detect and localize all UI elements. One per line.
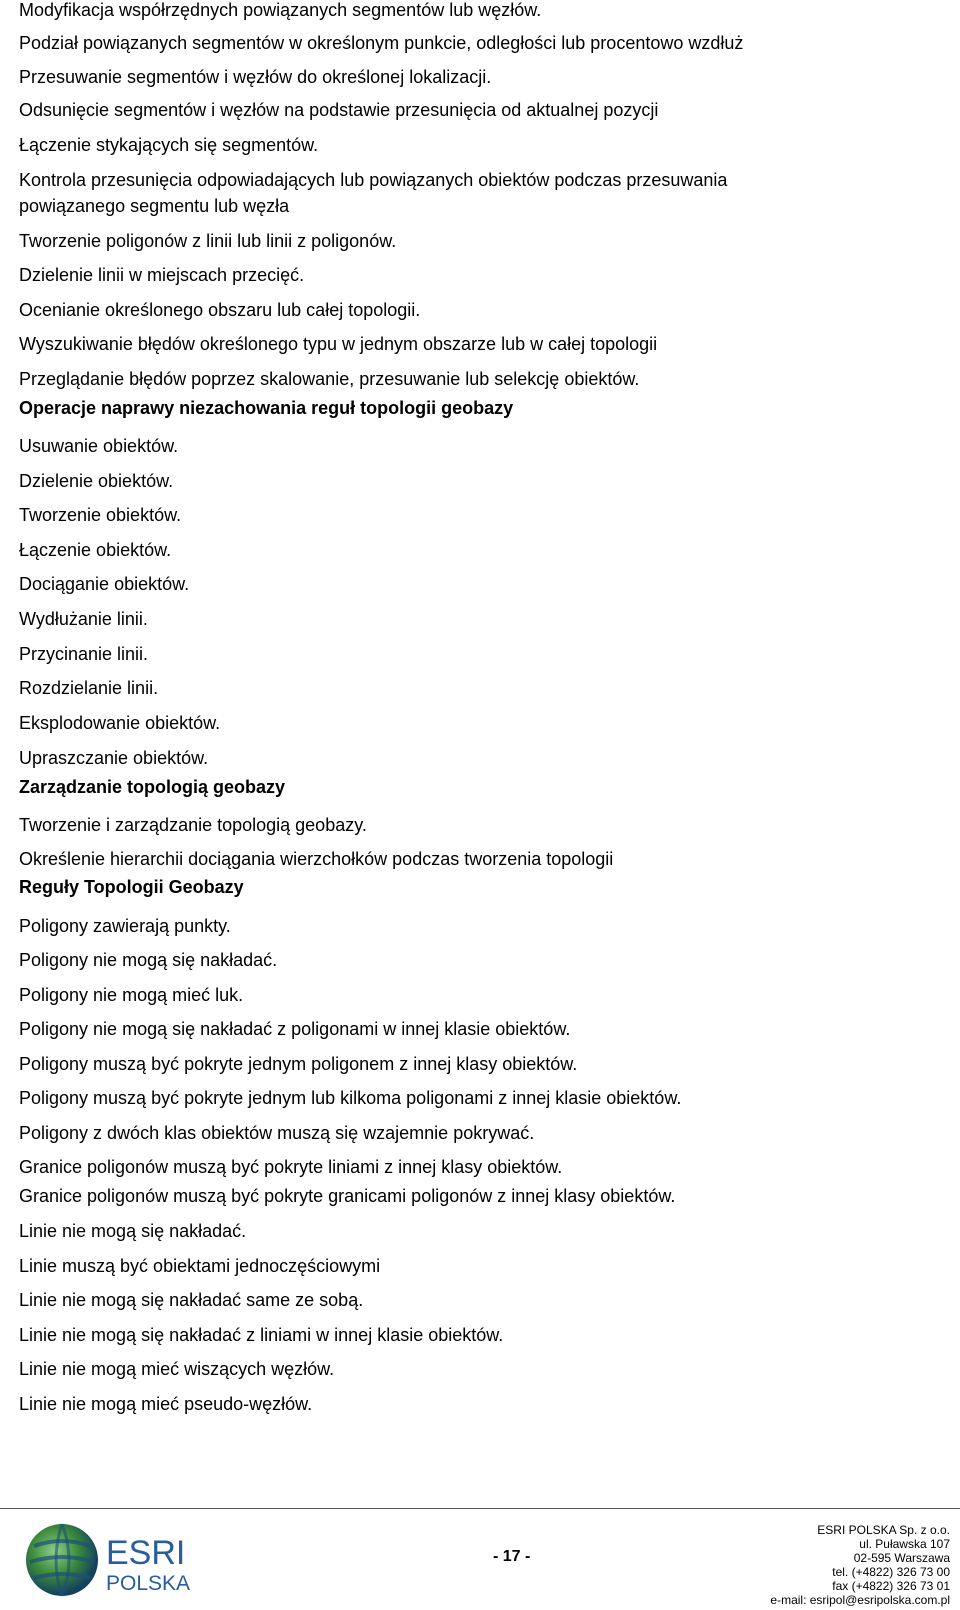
text-line: Linie nie mogą się nakładać same ze sobą. [19, 1290, 364, 1310]
address-line: 02-595 Warszawa [853, 1551, 950, 1565]
section-heading: Zarządzanie topologią geobazy [19, 777, 286, 797]
text-line: Poligony nie mogą się nakładać. [19, 950, 278, 970]
text-line: Dociąganie obiektów. [19, 574, 190, 594]
text-line: Linie nie mogą mieć pseudo-węzłów. [19, 1394, 313, 1414]
text-line: Ocenianie określonego obszaru lub całej topologii. [19, 300, 421, 320]
text-line: Dzielenie obiektów. [19, 471, 174, 491]
text-line: Kontrola przesunięcia odpowiadających lub powiązanych obiektów podczas przesuwania [19, 170, 728, 190]
text-line: Dzielenie linii w miejscach przecięć. [19, 265, 305, 285]
text-line: Wydłużanie linii. [19, 609, 148, 629]
text-line: Rozdzielanie linii. [19, 678, 159, 698]
company-address [770, 1523, 950, 1607]
text-line: Linie nie mogą mieć wiszących węzłów. [19, 1359, 335, 1379]
text-line: Łączenie obiektów. [19, 540, 172, 560]
esri-polska-logo [22, 1516, 222, 1608]
address-line: fax (+4822) 326 73 01 [832, 1579, 950, 1593]
text-line: Określenie hierarchii dociągania wierzchołków podczas tworzenia topologii [19, 849, 614, 869]
text-line: Odsunięcie segmentów i węzłów na podstawie przesunięcia od aktualnej pozycji [19, 100, 659, 120]
text-line: Tworzenie i zarządzanie topologią geobazy. [19, 815, 367, 835]
logo-subtext: POLSKA [106, 1572, 191, 1595]
text-line: Poligony z dwóch klas obiektów muszą się wzajemnie pokrywać. [19, 1123, 535, 1143]
text-line: Poligony zawierają punkty. [19, 916, 231, 936]
address-line: e-mail: esripol@esripolska.com.pl [770, 1593, 950, 1607]
text-line: Granice poligonów muszą być pokryte liniami z innej klasy obiektów. [19, 1157, 563, 1177]
text-line: Przeglądanie błędów poprzez skalowanie, przesuwanie lub selekcję obiektów. [19, 369, 640, 389]
text-line: Przycinanie linii. [19, 644, 149, 664]
text-line: Linie nie mogą się nakładać z liniami w innej klasie obiektów. [19, 1325, 504, 1345]
text-line: Upraszczanie obiektów. [19, 748, 209, 768]
address-line: ESRI POLSKA Sp. z o.o. [817, 1523, 950, 1537]
text-line: Poligony muszą być pokryte jednym lub kilkoma poligonami z innej klasie obiektów. [19, 1088, 682, 1108]
address-line: ul. Puławska 107 [859, 1537, 950, 1551]
text-line: Wyszukiwanie błędów określonego typu w jednym obszarze lub w całej topologii [19, 334, 658, 354]
text-line: Linie nie mogą się nakładać. [19, 1221, 247, 1241]
text-line: Eksplodowanie obiektów. [19, 713, 221, 733]
page-number: - 17 - [493, 1548, 531, 1565]
text-line: Przesuwanie segmentów i węzłów do określonej lokalizacji. [19, 67, 492, 87]
footer-divider [0, 1508, 960, 1509]
text-line: Tworzenie poligonów z linii lub linii z poligonów. [19, 231, 397, 251]
logo-text: ESRI [106, 1534, 186, 1572]
text-line: Podział powiązanych segmentów w określonym punkcie, odległości lub procentowo wzdłuż [19, 33, 744, 53]
text-line: Usuwanie obiektów. [19, 436, 179, 456]
text-line: Poligony nie mogą się nakładać z poligonami w innej klasie obiektów. [19, 1019, 571, 1039]
text-line: Linie muszą być obiektami jednoczęściowymi [19, 1256, 381, 1276]
text-line: Granice poligonów muszą być pokryte granicami poligonów z innej klasy obiektów. [19, 1186, 676, 1206]
address-line: tel. (+4822) 326 73 00 [832, 1565, 950, 1579]
text-line: powiązanego segmentu lub węzła [19, 196, 290, 216]
text-line: Poligony muszą być pokryte jednym poligonem z innej klasy obiektów. [19, 1054, 578, 1074]
section-heading: Reguły Topologii Geobazy [19, 877, 244, 897]
text-line: Poligony nie mogą mieć luk. [19, 985, 244, 1005]
text-line: Łączenie stykających się segmentów. [19, 135, 319, 155]
text-line: Tworzenie obiektów. [19, 505, 182, 525]
section-heading: Operacje naprawy niezachowania reguł topologii geobazy [19, 398, 514, 418]
text-line: Modyfikacja współrzędnych powiązanych segmentów lub węzłów. [19, 0, 542, 20]
